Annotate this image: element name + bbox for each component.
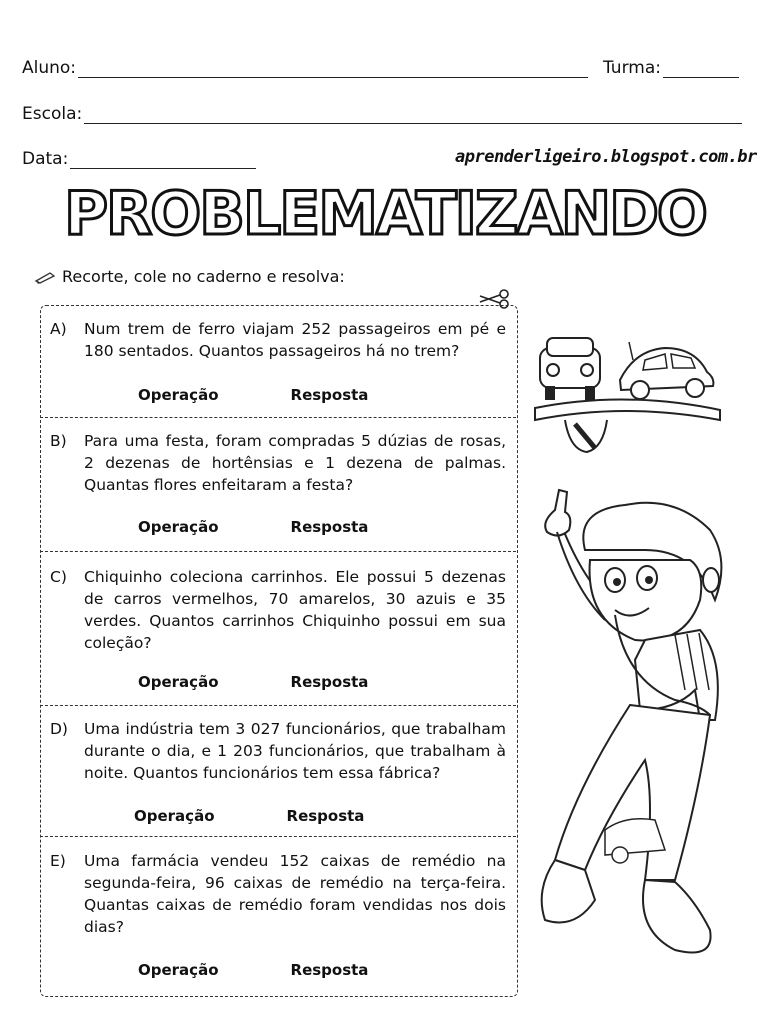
divider (40, 836, 516, 837)
problem-letter: C) (50, 568, 67, 586)
problem-d (50, 718, 506, 784)
problem-letter: B) (50, 432, 67, 450)
resposta-label: Resposta (290, 518, 369, 536)
data-field[interactable] (22, 149, 256, 169)
answer-labels-c (138, 673, 368, 691)
problem-text: Uma farmácia vendeu 152 caixas de remédio na segunda-feira, 96 caixas de remédio na terça-feira. Quantas caixas de remédio foram vendidas nos dois dias? (84, 852, 506, 936)
operacao-label: Operação (138, 961, 219, 979)
escola-field[interactable] (22, 104, 742, 124)
aluno-field[interactable] (22, 58, 588, 78)
operacao-label: Operação (134, 807, 215, 825)
divider (40, 417, 516, 418)
operacao-label: Operação (138, 386, 219, 404)
boy-illustration (525, 490, 755, 990)
aluno-line (78, 61, 588, 78)
problem-c (50, 566, 506, 654)
divider (40, 551, 516, 552)
aluno-label: Aluno: (22, 58, 77, 78)
data-line (70, 152, 256, 169)
resposta-label: Resposta (290, 386, 369, 404)
problem-a (50, 318, 506, 362)
turma-line (663, 61, 739, 78)
escola-label: Escola: (22, 104, 83, 124)
operacao-label: Operação (138, 673, 219, 691)
divider (40, 705, 516, 706)
site-url: aprenderligeiro.blogspot.com.br (455, 147, 757, 167)
problem-e (50, 850, 506, 938)
turma-label: Turma: (603, 58, 661, 78)
data-label: Data: (22, 149, 69, 169)
answer-labels-b (138, 518, 368, 536)
problem-letter: A) (50, 320, 67, 338)
answer-labels-d (134, 807, 364, 825)
turma-field[interactable] (603, 58, 739, 78)
banner-title (64, 176, 706, 249)
problem-text: Chiquinho coleciona carrinhos. Ele possui 5 dezenas de carros vermelhos, 70 amarelos, 30 azuis e 35 verdes. Quantos carrinhos Chiquinho possui em sua coleção? (84, 568, 506, 652)
instruction (34, 267, 345, 286)
operacao-label: Operação (138, 518, 219, 536)
answer-labels-e (138, 961, 368, 979)
resposta-label: Resposta (286, 807, 365, 825)
pencil-icon (34, 270, 56, 284)
escola-line (84, 107, 742, 124)
resposta-label: Resposta (290, 961, 369, 979)
problem-text: Para uma festa, foram compradas 5 dúzias de rosas, 2 dezenas de hortênsias e 1 dezena de palmas. Quantas flores enfeitaram a festa? (84, 432, 506, 494)
resposta-label: Resposta (290, 673, 369, 691)
problem-letter: D) (50, 720, 68, 738)
instruction-text: Recorte, cole no caderno e resolva: (62, 267, 345, 286)
problem-letter: E) (50, 852, 66, 870)
toy-cars-illustration (525, 320, 725, 460)
problem-text: Num trem de ferro viajam 252 passageiros em pé e 180 sentados. Quantos passageiros há no trem? (84, 320, 506, 360)
answer-labels-a (138, 386, 368, 404)
problem-text: Uma indústria tem 3 027 funcionários, que trabalham durante o dia, e 1 203 funcionários, que trabalham à noite. Quantos funcionários tem essa fábrica? (84, 720, 506, 782)
banner-title-text: PROBLEMATIZANDO (64, 179, 706, 249)
problem-b (50, 430, 506, 496)
